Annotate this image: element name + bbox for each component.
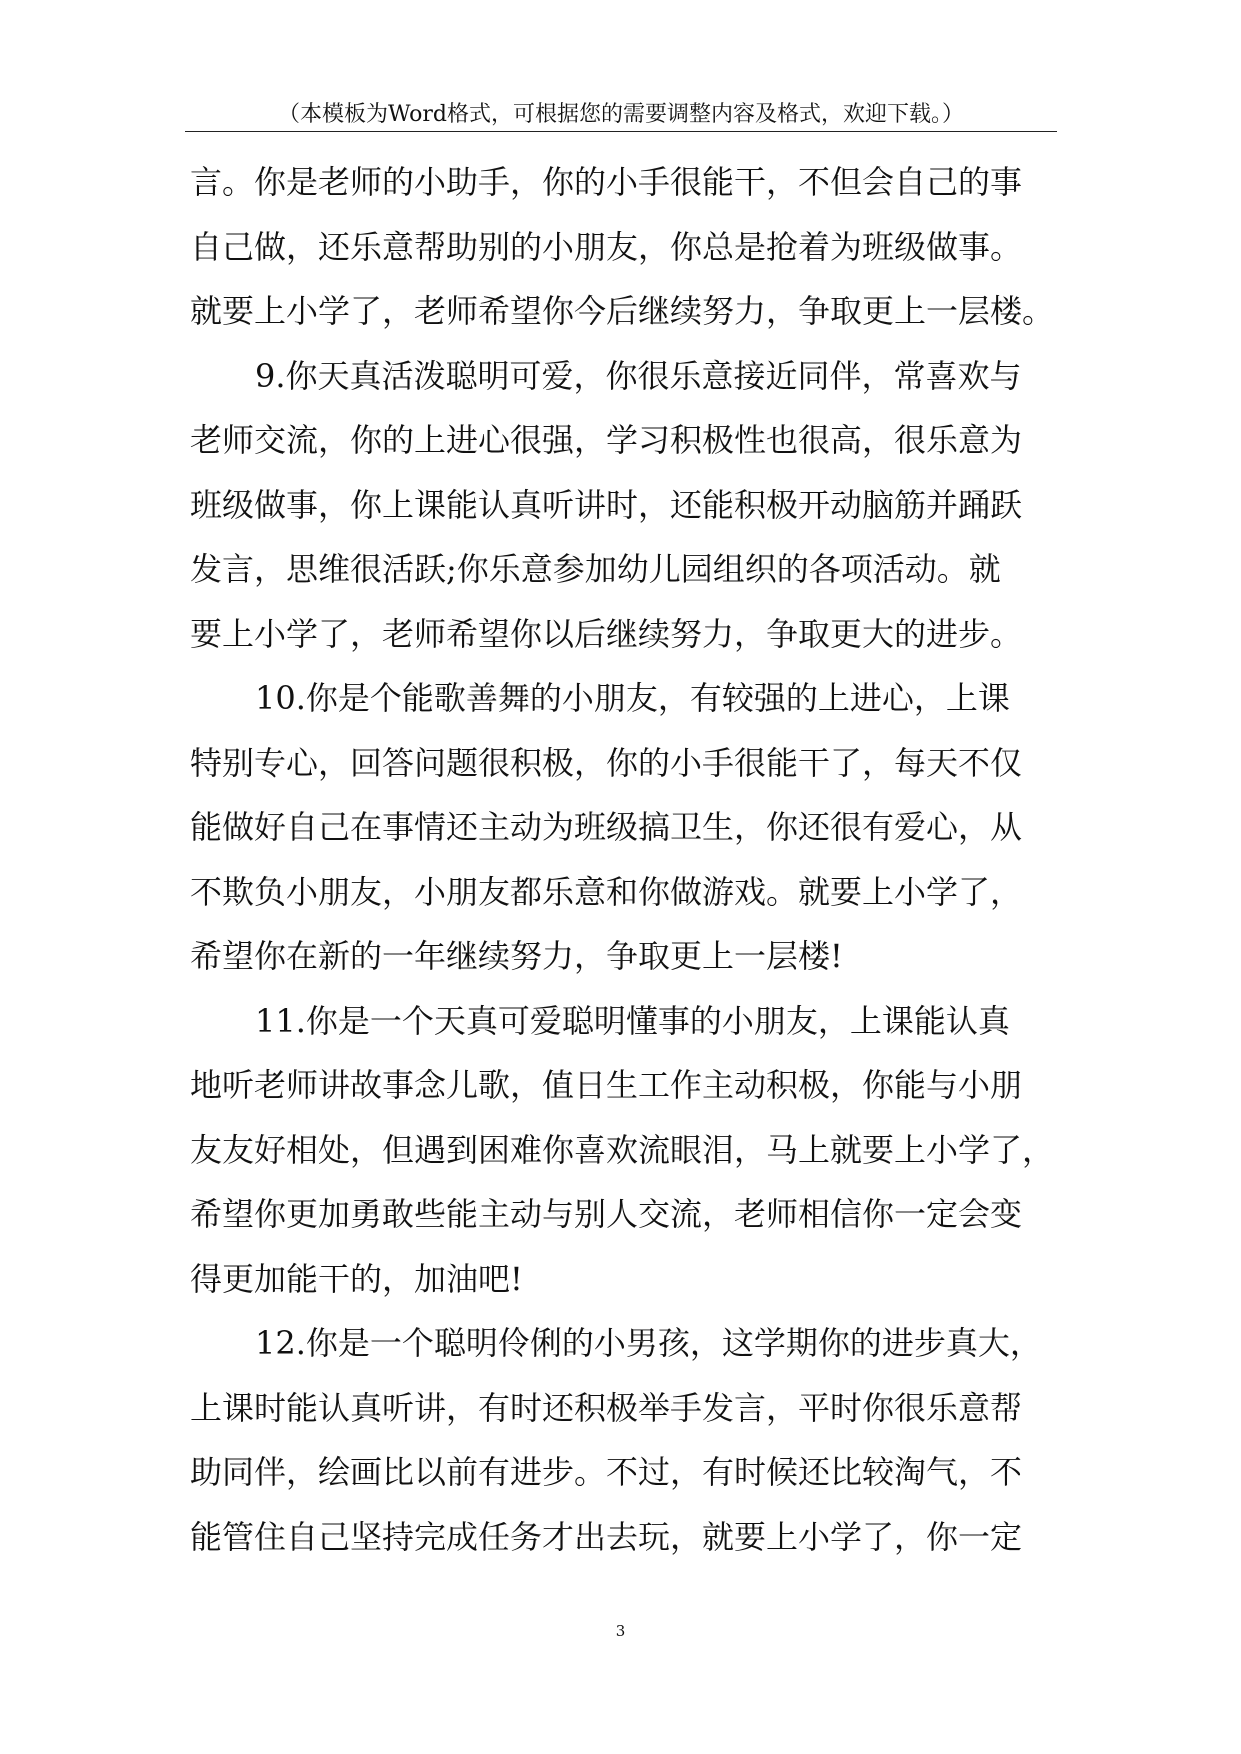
paragraph-first-line: 9.你天真活泼聪明可爱，你很乐意接近同伴，常喜欢与 <box>255 356 1022 395</box>
text-line: 言。你是老师的小助手，你的小手很能干，不但会自己的事 <box>190 163 1023 201</box>
text-line: 希望你在新的一年继续努力，争取更上一层楼! <box>190 937 843 975</box>
text-line: 班级做事，你上课能认真听讲时，还能积极开动脑筋并踊跃 <box>190 485 1023 524</box>
text-line: 老师交流，你的上进心很强，学习积极性也很高，很乐意为 <box>190 421 1023 459</box>
text-line: 不欺负小朋友，小朋友都乐意和你做游戏。就要上小学了， <box>190 872 1023 911</box>
text-line: 得更加能干的，加油吧! <box>190 1259 523 1298</box>
text-line: 发言，思维很活跃;你乐意参加幼儿园组织的各项活动。就 <box>190 550 1001 588</box>
text-line: 希望你更加勇敢些能主动与别人交流，老师相信你一定会变 <box>190 1195 1023 1233</box>
text-line: 地听老师讲故事念儿歌，值日生工作主动积极，你能与小朋 <box>190 1066 1023 1104</box>
paragraph-first-line: 12.你是一个聪明伶俐的小男孩，这学期你的进步真大， <box>255 1324 1042 1362</box>
paragraph-first-line: 11.你是一个天真可爱聪明懂事的小朋友，上课能认真 <box>255 1001 1010 1040</box>
page-number: 3 <box>615 1622 626 1640</box>
header-divider <box>185 131 1057 132</box>
text-line: 自己做，还乐意帮助别的小朋友，你总是抢着为班级做事。 <box>190 227 1023 266</box>
text-line: 助同伴，绘画比以前有进步。不过，有时候还比较淘气，不 <box>190 1453 1023 1491</box>
text-line: 友友好相处，但遇到困难你喜欢流眼泪，马上就要上小学了， <box>190 1130 1055 1169</box>
text-line: 上课时能认真听讲，有时还积极举手发言，平时你很乐意帮 <box>190 1388 1023 1427</box>
document-body <box>190 150 1070 1569</box>
text-line: 要上小学了，老师希望你以后继续努力，争取更大的进步。 <box>190 614 1023 653</box>
paragraph-first-line: 10.你是个能歌善舞的小朋友，有较强的上进心，上课 <box>255 679 1010 717</box>
text-line: 特别专心，回答问题很积极，你的小手很能干了，每天不仅 <box>190 743 1023 782</box>
template-notice: （本模板为Word格式，可根据您的需要调整内容及格式，欢迎下载。） <box>278 102 964 127</box>
text-line: 能管住自己坚持完成任务才出去玩，就要上小学了，你一定 <box>190 1517 1023 1556</box>
text-line: 能做好自己在事情还主动为班级搞卫生，你还很有爱心，从 <box>190 808 1023 846</box>
text-line: 就要上小学了，老师希望你今后继续努力，争取更上一层楼。 <box>190 292 1055 330</box>
